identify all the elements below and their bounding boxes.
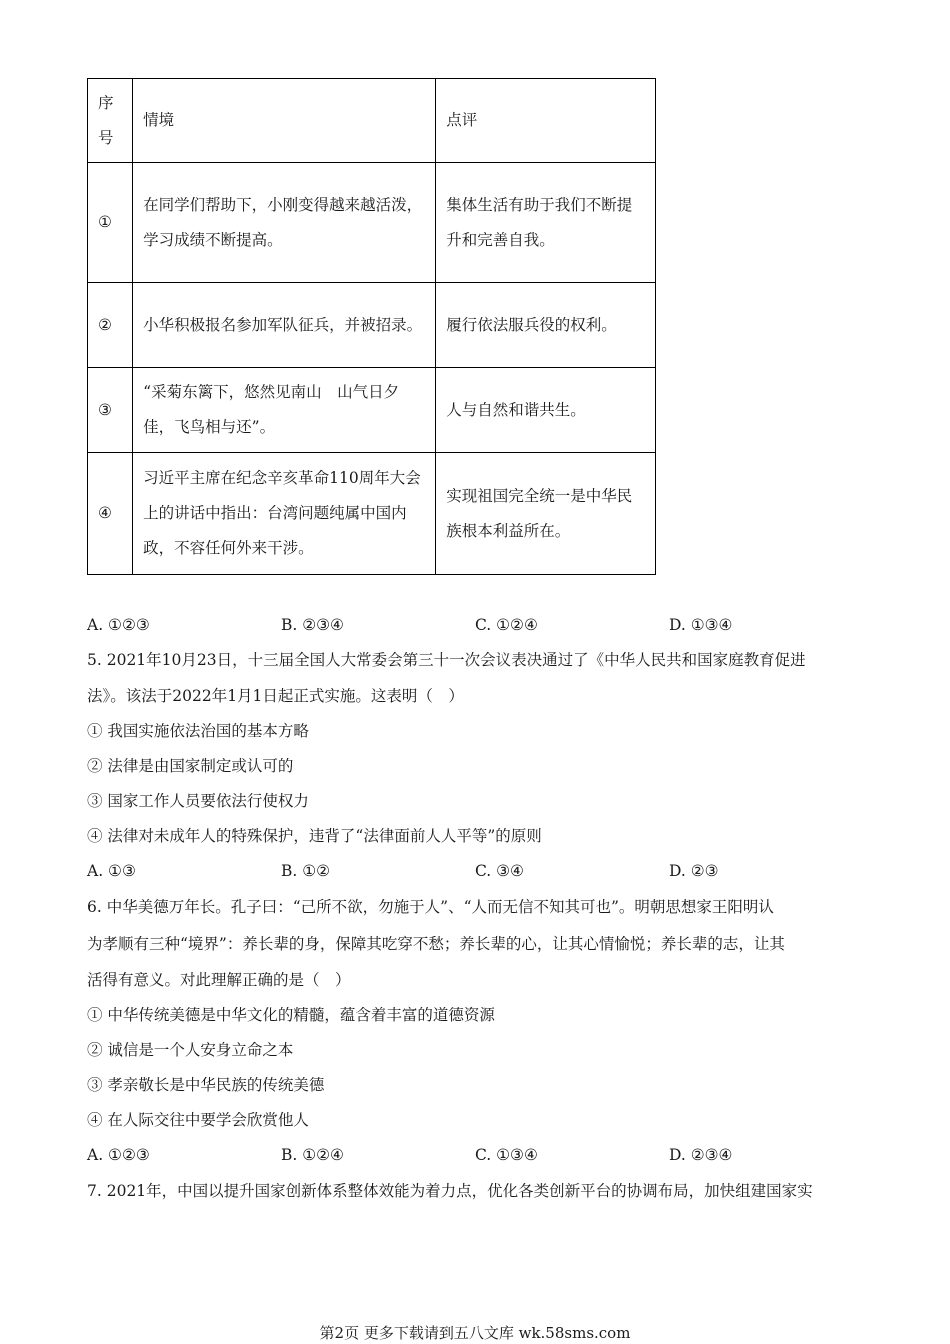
- row-no: ①: [88, 163, 133, 283]
- q5-item: ③ 国家工作人员要依法行使权力: [87, 792, 309, 810]
- row-review: 集体生活有助于我们不断提升和完善自我。: [436, 163, 656, 283]
- q4-option-b[interactable]: B. ②③④: [281, 616, 344, 634]
- q6-option-d[interactable]: D. ②③④: [669, 1146, 733, 1164]
- q6-stem-line2: 为孝顺有三种“境界”：养长辈的身，保障其吃穿不愁；养长辈的心，让其心情愉悦；养长辈的志，让其: [87, 935, 785, 953]
- table-header-row: [88, 79, 656, 163]
- row-situation: 小华积极报名参加军队征兵，并被招录。: [133, 283, 436, 368]
- q5-item: ① 我国实施依法治国的基本方略: [87, 722, 309, 740]
- row-review: 履行依法服兵役的权利。: [436, 283, 656, 368]
- q6-item: ② 诚信是一个人安身立命之本: [87, 1041, 294, 1059]
- q5-item: ② 法律是由国家制定或认可的: [87, 757, 294, 775]
- q5-option-d[interactable]: D. ②③: [669, 862, 719, 880]
- row-review: 人与自然和谐共生。: [436, 368, 656, 453]
- row-no: ④: [88, 453, 133, 575]
- q4-option-c[interactable]: C. ①②④: [475, 616, 538, 634]
- q6-option-b[interactable]: B. ①②④: [281, 1146, 344, 1164]
- q6-stem-line3: 活得有意义。对此理解正确的是（ ）: [87, 971, 351, 989]
- q6-stem-line1: 6. 中华美德万年长。孔子曰：“己所不欲，勿施于人”、“人而无信不知其可也”。明朝思想家王阳明认: [87, 898, 774, 916]
- table-row: [88, 453, 656, 575]
- header-no: 序号: [88, 79, 133, 163]
- page-footer: 第2页 更多下载请到五八文库 wk.58sms.com: [319, 1324, 631, 1342]
- q4-option-a[interactable]: A. ①②③: [87, 616, 150, 634]
- q5-option-c[interactable]: C. ③④: [475, 862, 524, 880]
- q6-item: ③ 孝亲敬长是中华民族的传统美德: [87, 1076, 325, 1094]
- q6-option-a[interactable]: A. ①②③: [87, 1146, 150, 1164]
- header-situation: 情境: [133, 79, 436, 163]
- table-row: [88, 283, 656, 368]
- header-review: 点评: [436, 79, 656, 163]
- situation-review-table: [87, 78, 656, 575]
- q6-option-c[interactable]: C. ①③④: [475, 1146, 538, 1164]
- row-review: 实现祖国完全统一是中华民族根本利益所在。: [436, 453, 656, 575]
- row-no: ③: [88, 368, 133, 453]
- row-situation: 在同学们帮助下，小刚变得越来越活泼，学习成绩不断提高。: [133, 163, 436, 283]
- table-row: [88, 368, 656, 453]
- q6-item: ④ 在人际交往中要学会欣赏他人: [87, 1111, 309, 1129]
- q5-option-b[interactable]: B. ①②: [281, 862, 331, 880]
- q6-item: ① 中华传统美德是中华文化的精髓，蕴含着丰富的道德资源: [87, 1006, 495, 1024]
- row-situation: 习近平主席在纪念辛亥革命110周年大会上的讲话中指出：台湾问题纯属中国内政，不容任何外来干涉。: [133, 453, 436, 575]
- q5-option-a[interactable]: A. ①③: [87, 862, 136, 880]
- row-situation: “采菊东篱下，悠然见南山 山气日夕佳，飞鸟相与还”。: [133, 368, 436, 453]
- q4-option-d[interactable]: D. ①③④: [669, 616, 733, 634]
- q7-stem-line1: 7. 2021年，中国以提升国家创新体系整体效能为着力点，优化各类创新平台的协调布局，加快组建国家实: [87, 1182, 813, 1200]
- q5-item: ④ 法律对未成年人的特殊保护，违背了“法律面前人人平等”的原则: [87, 827, 542, 845]
- q5-stem-line2: 法》。该法于2022年1月1日起正式实施。这表明（ ）: [87, 687, 464, 705]
- table-row: [88, 163, 656, 283]
- row-no: ②: [88, 283, 133, 368]
- q5-stem-line1: 5. 2021年10月23日，十三届全国人大常委会第三十一次会议表决通过了《中华人民共和国家庭教育促进: [87, 651, 806, 669]
